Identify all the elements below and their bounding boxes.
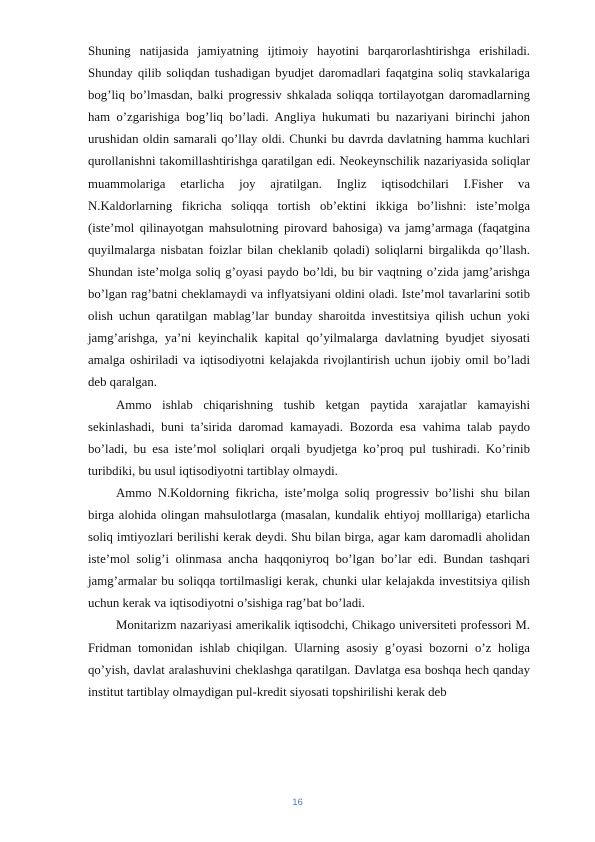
- body-paragraph-3: Ammo N.Koldorning fikricha, iste’molga soliq progressiv bo’lishi shu bilan birga alohida olingan mahsulotlarga (masalan, kundalik ehtiyoj molllariga) etarlicha soliq imtiyozlari berilishi kerak deydi. Shu bilan birga, agar kam daromadli aholidan iste’mol solig’i olinmasa ancha haqqoniyroq bo’lgan bo’lar edi. Bundan tashqari jamg’armalar bu soliqqa tortilmasligi kerak, chunki ular kelajakda investitsiya qilish uchun kerak va iqtisodiyotni o’sishiga rag’bat bo’ladi.: [88, 485, 530, 611]
- body-paragraph-1: Shuning natijasida jamiyatning ijtimoiy hayotini barqarorlashtirishga erishiladi. Shunday qilib soliqdan tushadigan byudjet daromadlari faqatgina soliq stavkalariga bog’liq bo’lmasdan, balki progressiv shkalada soliqqa tortilayotgan daromadlarning ham o’zgarishiga bog’liq bo’ladi. Angliya hukumati bu nazariyani birinchi jahon urushidan oldin samarali qo’llay oldi. Chunki bu davrda davlatning hamma kuchlari qurollanishni takomillashtirishga qaratilgan edi. Neokeynschilik nazariyasida soliqlar muammolariga etarlicha joy ajratilgan. Ingliz iqtisodchilari I.Fisher va N.Kaldorlarning fikricha soliqqa tortish ob’ektini ikkiga bo’lishni: iste’molga (iste’mol qilinayotgan mahsulotning pirovard bahosiga) va jamg’armaga (faqatgina quyilmalarga nisbatan foizlar bilan cheklanib qoladi) soliqlarni birgalikda qo’llash. Shundan iste’molga soliq g’oyasi paydo bo’ldi, bu bir vaqtning o’zida jamg’arishga bo’lgan rag’batni cheklamaydi va inflyatsiyani oldini oladi. Iste’mol tavarlarini sotib olish uchun qaratilgan mablag’lar bunday sharoitda investitsiya qilish uchun yoki jamg’arishga, ya’ni keyinchalik kapital qo’yilmalarga davlatning byudjet siyosati amalga oshiriladi va iqtisodiyotni kelajakda rivojlantirish uchun ijobiy omil bo’ladi deb qaralgan.: [88, 44, 530, 390]
- body-paragraph-2: Ammo ishlab chiqarishning tushib ketgan paytida xarajatlar kamayishi sekinlashadi, buni ta’sirida daromad kamayadi. Bozorda esa vahima talab paydo bo’ladi, bu esa iste’mol soliqlari orqali byudjetga ko’proq pul tushiradi. Ko’rinib turibdiki, bu usul iqtisodiyotni tartiblay olmaydi.: [88, 397, 530, 478]
- body-paragraph-4: Monitarizm nazariyasi amerikalik iqtisodchi, Chikago universiteti professori M. Fridman tomonidan ishlab chiqilgan. Ularning asosiy g’oyasi bozorni o’z holiga qo’yish, davlat aralashuvini cheklashga qaratilgan. Davlatga esa boshqa hech qanday institut tartiblay olmaydigan pul-kredit siyosati topshirilishi kerak deb: [88, 618, 530, 699]
- page-number: 16: [292, 797, 303, 808]
- document-page: [88, 40, 530, 703]
